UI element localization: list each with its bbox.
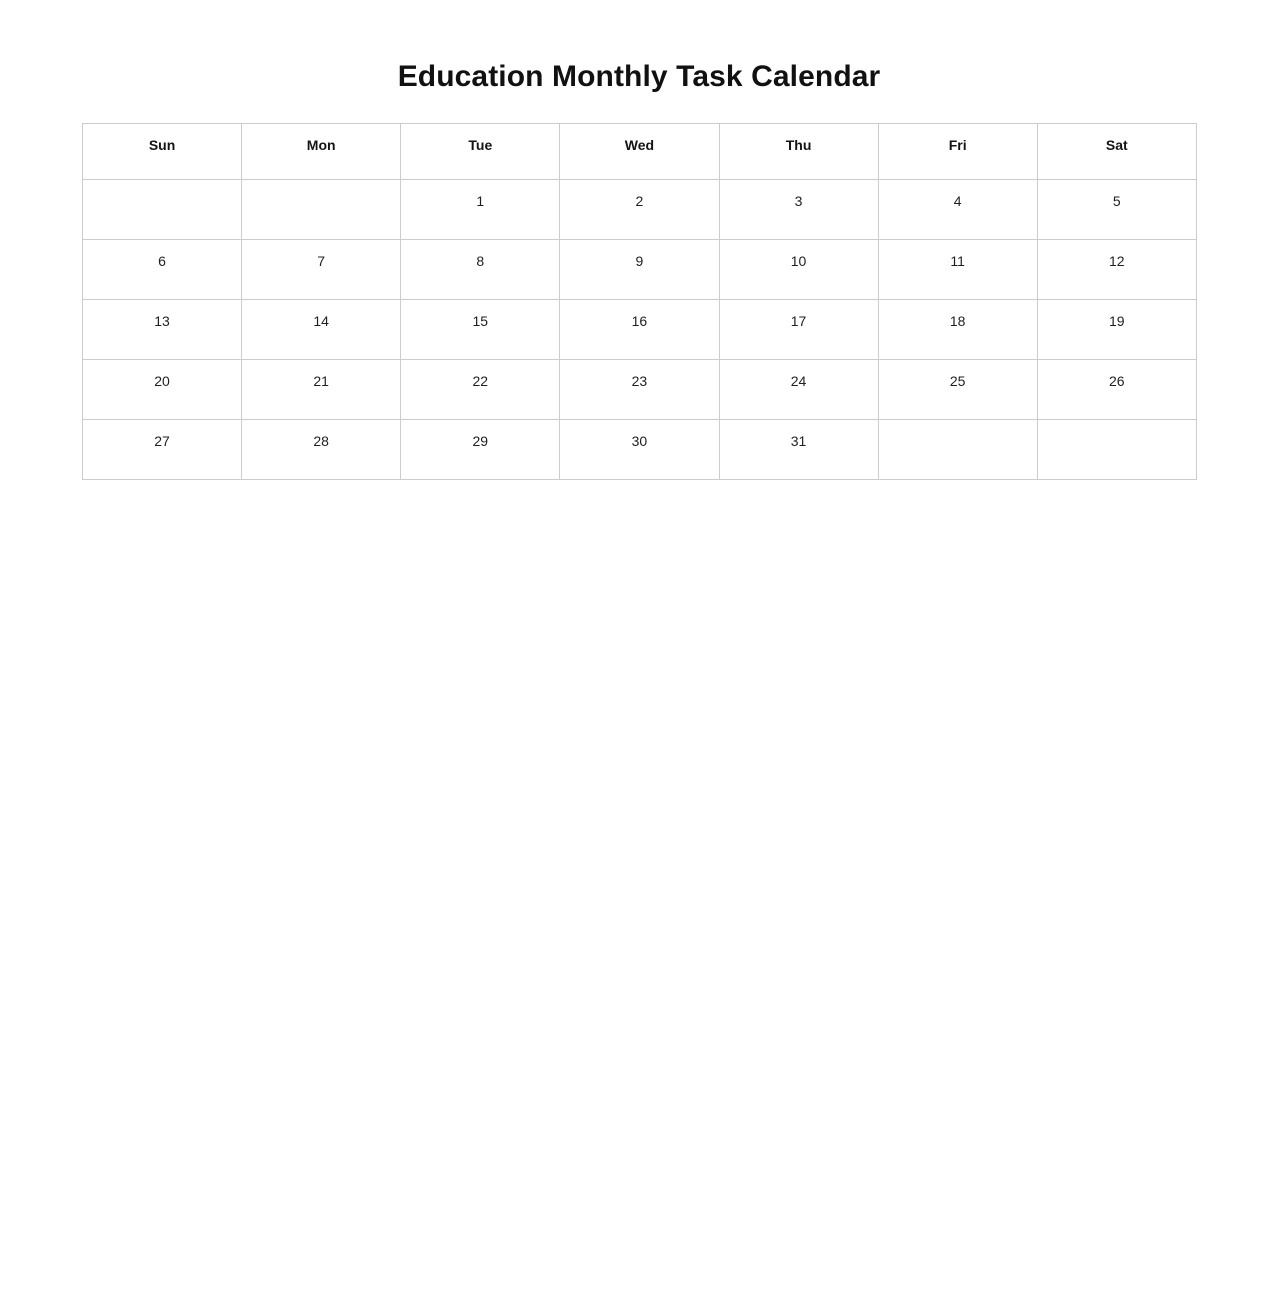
- calendar-day-cell[interactable]: [1037, 180, 1196, 240]
- day-number: 17: [790, 313, 807, 329]
- weekday-header-tue: Tue: [401, 124, 560, 180]
- day-number: 22: [472, 373, 489, 389]
- day-number: 26: [1109, 373, 1125, 389]
- calendar-week-row: [83, 180, 1197, 240]
- calendar-day-cell[interactable]: [401, 300, 560, 360]
- day-number: 23: [631, 373, 648, 389]
- weekday-header-fri: Fri: [878, 124, 1037, 180]
- day-number: 16: [631, 313, 648, 329]
- calendar-day-cell[interactable]: [719, 300, 878, 360]
- calendar-day-cell[interactable]: [83, 300, 242, 360]
- day-number: 25: [949, 373, 966, 389]
- calendar-day-cell[interactable]: [560, 360, 719, 420]
- day-number: [83, 192, 241, 210]
- calendar-day-cell[interactable]: [401, 420, 560, 480]
- calendar-day-cell[interactable]: [1037, 300, 1196, 360]
- day-number: [1038, 432, 1196, 450]
- day-number: 4: [953, 193, 962, 209]
- day-number: 10: [790, 253, 807, 269]
- calendar-day-cell[interactable]: [401, 180, 560, 240]
- calendar-day-cell[interactable]: [242, 420, 401, 480]
- calendar-day-cell[interactable]: [560, 300, 719, 360]
- calendar-day-cell-empty: [83, 180, 242, 240]
- day-number: 30: [631, 433, 648, 449]
- day-number: [242, 192, 400, 210]
- calendar-week-row: [83, 420, 1197, 480]
- day-number: 13: [154, 313, 170, 329]
- day-number: 6: [158, 253, 166, 269]
- calendar-day-cell[interactable]: [560, 240, 719, 300]
- calendar-day-cell[interactable]: [560, 420, 719, 480]
- calendar-day-cell[interactable]: [878, 240, 1037, 300]
- day-number: 21: [313, 373, 329, 389]
- calendar-day-cell[interactable]: [1037, 360, 1196, 420]
- calendar-day-cell[interactable]: [401, 360, 560, 420]
- day-number: 28: [313, 433, 329, 449]
- day-number: 31: [790, 433, 807, 449]
- day-number: 12: [1109, 253, 1125, 269]
- calendar-container: [82, 123, 1196, 480]
- calendar-table: [82, 123, 1197, 480]
- day-number: [879, 432, 1037, 450]
- calendar-body: [83, 180, 1197, 480]
- day-number: 1: [476, 193, 485, 209]
- calendar-week-row: [83, 360, 1197, 420]
- weekday-header-wed: Wed: [560, 124, 719, 180]
- calendar-day-cell[interactable]: [560, 180, 719, 240]
- calendar-day-cell[interactable]: [878, 180, 1037, 240]
- calendar-day-cell-empty: [878, 420, 1037, 480]
- day-number: 24: [790, 373, 807, 389]
- day-number: 18: [949, 313, 966, 329]
- weekday-header-sat: Sat: [1037, 124, 1196, 180]
- calendar-day-cell[interactable]: [719, 420, 878, 480]
- calendar-day-cell[interactable]: [401, 240, 560, 300]
- calendar-day-cell[interactable]: [878, 300, 1037, 360]
- calendar-day-cell[interactable]: [83, 360, 242, 420]
- calendar-day-cell[interactable]: [242, 300, 401, 360]
- day-number: 5: [1112, 193, 1121, 209]
- day-number: 7: [317, 253, 326, 269]
- weekday-header-thu: Thu: [719, 124, 878, 180]
- day-number: 9: [635, 253, 644, 269]
- calendar-day-cell[interactable]: [83, 420, 242, 480]
- calendar-day-cell-empty: [1037, 420, 1196, 480]
- calendar-day-cell[interactable]: [719, 360, 878, 420]
- day-number: 8: [476, 253, 485, 269]
- page-title: Education Monthly Task Calendar: [397, 60, 881, 93]
- day-number: 19: [1109, 313, 1125, 329]
- calendar-day-cell-empty: [242, 180, 401, 240]
- calendar-day-cell[interactable]: [1037, 240, 1196, 300]
- day-number: 3: [794, 193, 803, 209]
- weekday-header-sun: Sun: [83, 124, 242, 180]
- calendar-header-row-group: [83, 124, 1197, 180]
- calendar-week-row: [83, 240, 1197, 300]
- day-number: 11: [950, 253, 965, 269]
- calendar-day-cell[interactable]: [242, 360, 401, 420]
- calendar-day-cell[interactable]: [719, 180, 878, 240]
- calendar-day-cell[interactable]: [719, 240, 878, 300]
- calendar-week-row: [83, 300, 1197, 360]
- day-number: 14: [313, 313, 329, 329]
- day-number: 15: [472, 313, 489, 329]
- calendar-day-cell[interactable]: [83, 240, 242, 300]
- day-number: 27: [154, 433, 170, 449]
- day-number: 20: [154, 373, 170, 389]
- weekday-header-row: [83, 124, 1197, 180]
- calendar-day-cell[interactable]: [878, 360, 1037, 420]
- day-number: 2: [635, 193, 644, 209]
- weekday-header-mon: Mon: [242, 124, 401, 180]
- calendar-day-cell[interactable]: [242, 240, 401, 300]
- day-number: 29: [472, 433, 489, 449]
